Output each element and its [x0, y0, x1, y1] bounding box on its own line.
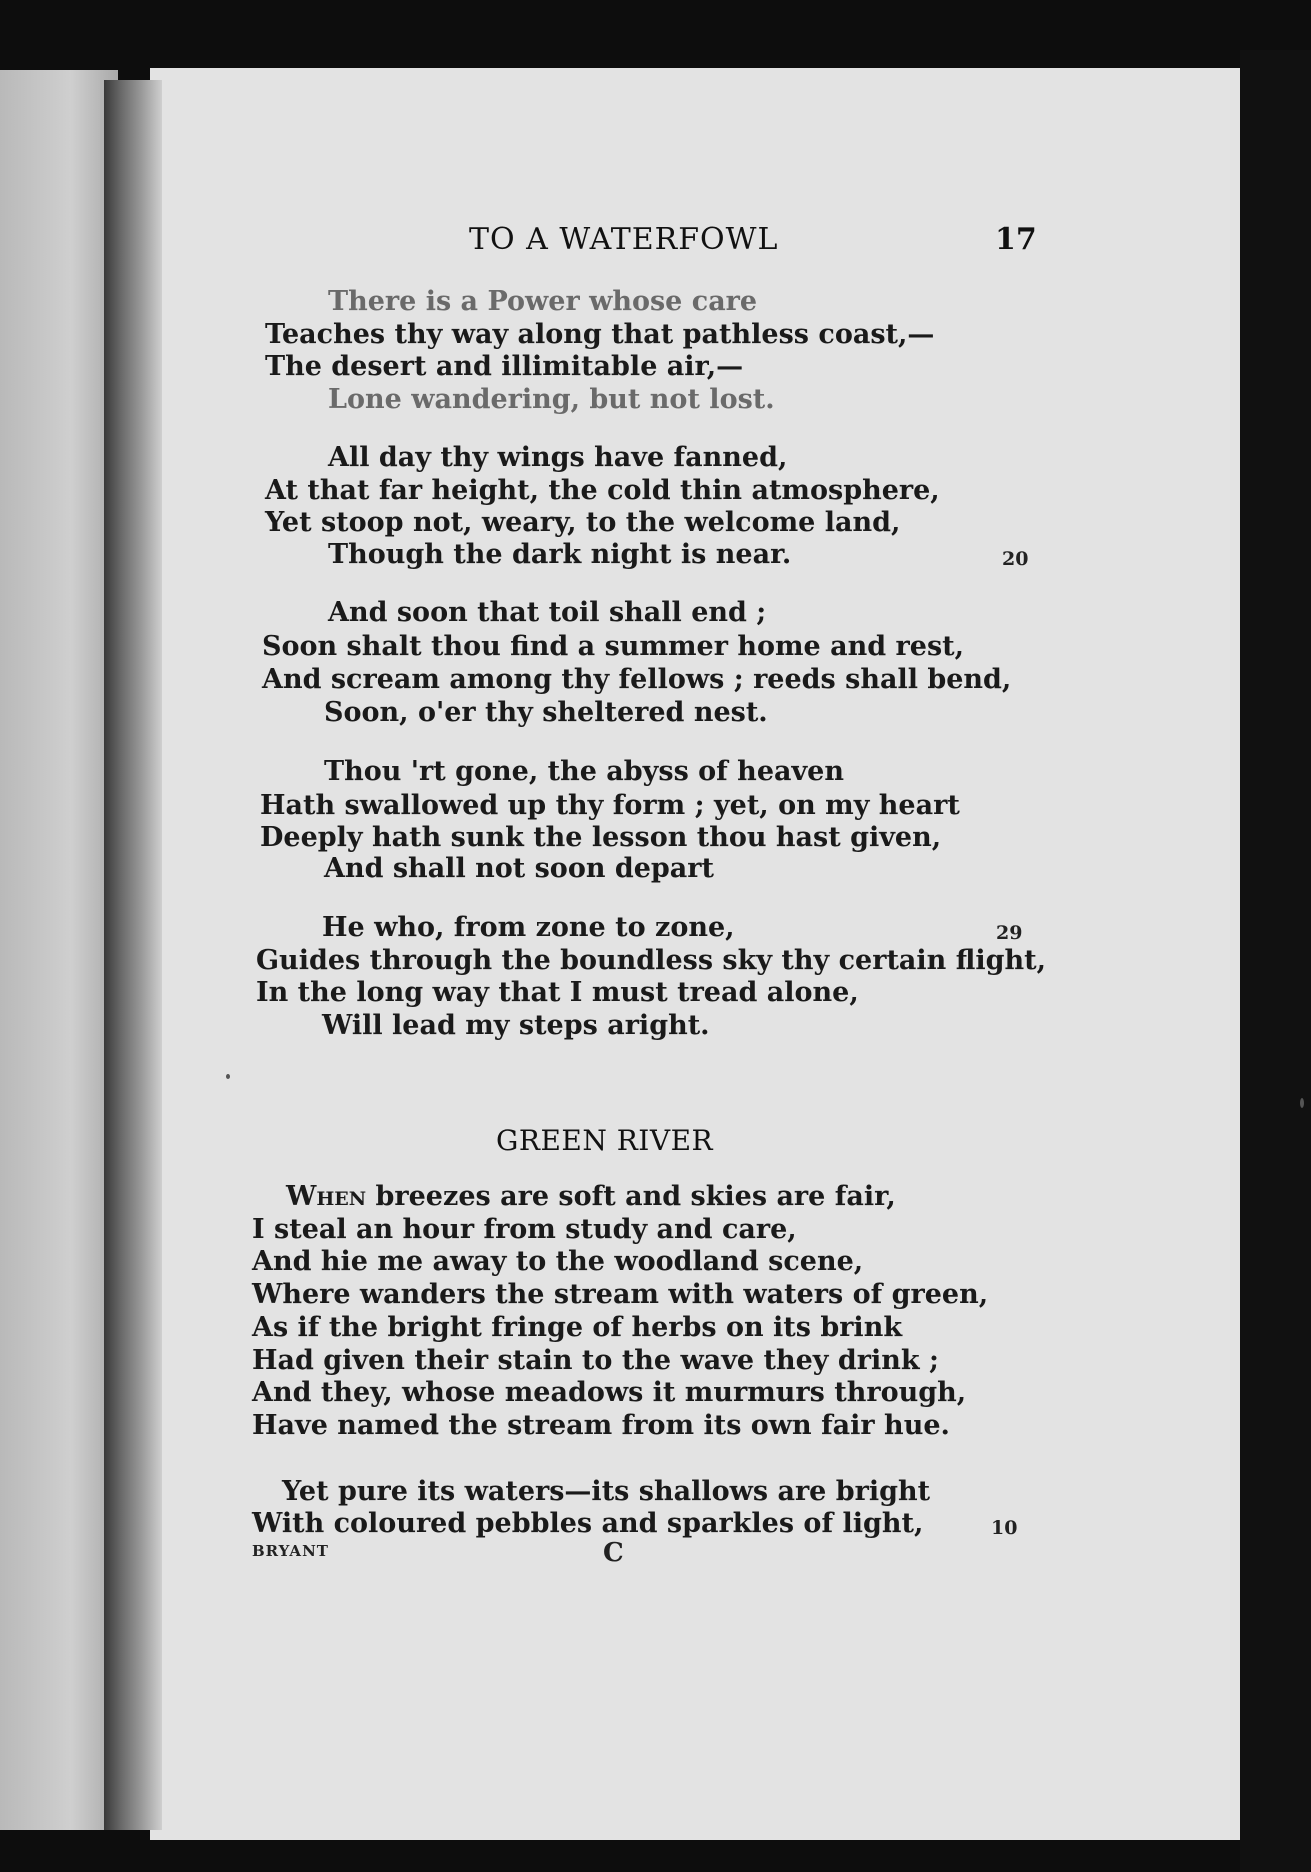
poem-line: Soon shalt thou find a summer home and rest,	[262, 631, 965, 662]
line-number: 20	[1002, 548, 1029, 570]
poem-line: Yet stoop not, weary, to the welcome land,	[265, 507, 901, 538]
poem-line: Will lead my steps aright.	[322, 1010, 710, 1041]
dust-speck	[1300, 1098, 1304, 1108]
poem-line: Yet pure its waters—its shallows are bright	[282, 1476, 931, 1507]
poem-title: GREEN RIVER	[496, 1124, 714, 1157]
book-gutter-shadow	[104, 80, 162, 1830]
poem-line: He who, from zone to zone,	[322, 912, 735, 943]
poem-line: All day thy wings have fanned,	[328, 442, 788, 473]
running-title: TO A WATERFOWL	[469, 222, 779, 257]
poem-line: Have named the stream from its own fair hue.	[252, 1410, 950, 1441]
poem-line: The desert and illimitable air,—	[265, 351, 744, 382]
signature-mark: C	[603, 1538, 624, 1568]
poem-line: As if the bright fringe of herbs on its brink	[252, 1312, 903, 1343]
poem-line-text: breezes are soft and skies are fair,	[366, 1181, 896, 1212]
poem-line: And shall not soon depart	[324, 853, 714, 884]
printer-signature: BRYANT	[252, 1542, 329, 1560]
poem-line: I steal an hour from study and care,	[252, 1214, 797, 1245]
dust-speck	[226, 1074, 230, 1079]
facing-page-edge	[0, 70, 118, 1830]
poem-line: Though the dark night is near.	[328, 539, 792, 570]
poem-line: There is a Power whose care	[328, 286, 758, 317]
poem-line: Where wanders the stream with waters of green,	[252, 1279, 989, 1310]
poem-line: And hie me away to the woodland scene,	[252, 1246, 864, 1277]
scan-border	[1240, 50, 1311, 1872]
poem-line: Teaches thy way along that pathless coast,—	[265, 319, 935, 350]
small-caps-first-word: When	[286, 1181, 367, 1212]
poem-line: And scream among thy fellows ; reeds shall bend,	[262, 664, 1012, 695]
poem-line: And soon that toil shall end ;	[328, 597, 767, 628]
poem-line: Lone wandering, but not lost.	[328, 384, 775, 415]
poem-line: Soon, o'er thy sheltered nest.	[324, 697, 768, 728]
poem-line: Hath swallowed up thy form ; yet, on my heart	[260, 790, 960, 821]
poem-line: And they, whose meadows it murmurs through,	[252, 1377, 967, 1408]
poem-line: In the long way that I must tread alone,	[256, 977, 859, 1008]
poem-line: Deeply hath sunk the lesson thou hast given,	[260, 822, 942, 853]
poem-line: At that far height, the cold thin atmosphere,	[265, 475, 940, 506]
poem-line: With coloured pebbles and sparkles of light,	[252, 1508, 924, 1539]
poem-line: Thou 'rt gone, the abyss of heaven	[324, 756, 844, 787]
line-number: 10	[991, 1517, 1018, 1539]
line-number: 29	[996, 922, 1023, 944]
page-number: 17	[995, 222, 1037, 257]
poem-line: Guides through the boundless sky thy certain flight,	[256, 945, 1046, 976]
poem-line	[286, 1181, 1026, 1215]
poem-line: Had given their stain to the wave they drink ;	[252, 1345, 939, 1376]
